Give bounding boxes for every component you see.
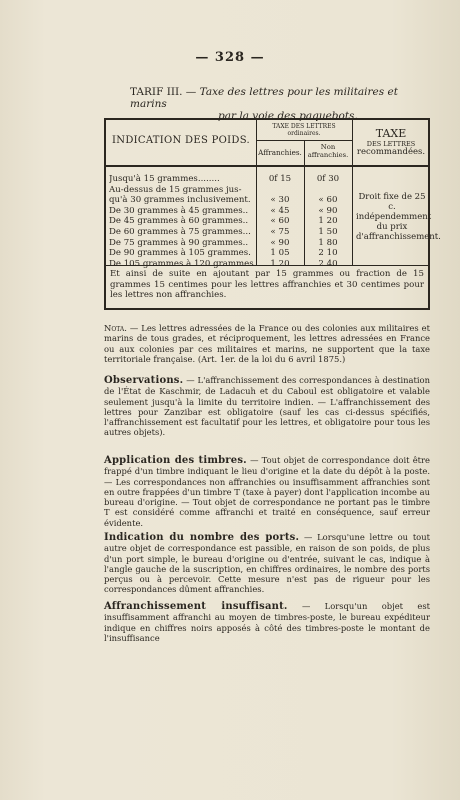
header-non-affranchies: Non affranchies. [307,143,349,159]
affranchies-cell: « 75 [270,226,290,237]
header-recommandees-label: recommandées. [356,147,426,157]
weight-cell: qu'à 30 grammes inclusivement. [109,195,251,206]
non-affranchies-cell: « 90 [318,205,338,216]
recommandees-cell: Droit fixe de 25 c. indépendemment du prix d'affranchissement. [356,192,441,242]
table-row [106,195,352,206]
observations-paragraph [104,375,430,438]
insuffisant-text: — Lorsqu'un objet est insuffisamment affranchi au moyen de timbres-poste, le bureau expéditeur indique en chiffres noirs apposés à côté des timbres-poste le montant de l'insuffisance [104,601,430,643]
table-row [106,216,352,227]
non-affranchies-cell: 1 20 [318,216,338,227]
affranchies-cell: « 30 [270,195,290,206]
weight-cell: De 60 grammes à 75 grammes... [109,226,251,237]
weight-cell: De 90 grammes à 105 grammes. [109,248,251,259]
table-row [106,174,352,185]
weight-cell: De 105 grammes à 120 grammes. [109,258,256,269]
header-recommandees-lettres: DES LETTRES [366,140,416,148]
header-rule [106,165,428,167]
affranchies-cell: 0f 15 [268,174,292,184]
subheader-rule [256,140,352,141]
non-affranchies-cell: 2 40 [318,258,338,269]
affranchies-cell: 1 05 [270,248,290,259]
nota-lead: Nota. [104,323,127,333]
non-affranchies-cell: 1 50 [318,226,338,237]
table-body [106,174,352,269]
weight-cell: De 75 grammes à 90 grammes.. [109,237,249,248]
non-affranchies-cell: 0f 30 [316,174,340,184]
indication-heading: Indication du nombre des ports. [104,532,300,543]
indication-paragraph [104,532,430,595]
non-affranchies-cell: « 60 [318,195,338,206]
weight-cell: De 30 grammes à 45 grammes.. [109,205,249,216]
table-row [106,185,352,196]
indication-text: — Lorsqu'une lettre ou tout autre objet de correspondance est passible, en raison de son poids, de plus d'un port simple, le bureau d'origine ou d'entrée, suivant le cas, indique à l'angle gauche de la suscription, en chiffres ordinaires, le nombre des ports perçus ou à percevoir. Cette mesure n'est pas de rigueur pour les correspondances dûment affranchies. [104,532,430,595]
insuffisant-paragraph [104,601,430,643]
table-row [106,259,352,270]
application-paragraph [104,455,430,528]
header-taxe-lettres: TAXE DES LETTRES ordinaires. [272,123,336,137]
weight-cell: De 45 grammes à 60 grammes.. [109,216,249,227]
header-recommandees [352,128,430,157]
application-text: — Tout objet de correspondance doit être frappé d'un timbre indiquant le lieu d'origine et la date du dépôt à la poste. — Les correspondances non affranchies ou insuffisamment affranchies sont en outre frappées d'un timbre T (taxe à payer) dont l'application incombe au bureau d'origine. — Tout objet de correspondance ne portant pas le timbre T est considéré comme affranchi et traité en conséquence, sauf erreur évidente. [104,455,431,528]
observations-text: — L'affranchissement des correspondances à destination de l'État de Kaschmir, de Ladacuh et du Caboul est obligatoire et valable seulement jusqu'à la limite du territoire indien. — L'affranchissement des lettres pour Zanzibar est obligatoire (sauf les cas ci-dessus spécifiés, l'affranchissement est facultatif pour les lettres, et obligatoire pour tous les autres objets). [104,375,430,438]
page-number: — 328 — [195,50,265,65]
non-affranchies-cell: 2 10 [318,248,338,259]
affranchies-cell: 1 20 [270,258,290,269]
tarif-label: TARIF III. — [130,86,197,98]
affranchies-cell: « 60 [270,216,290,227]
weight-cell: Jusqu'à 15 grammes........ [109,174,220,184]
observations-heading: Observations. [104,375,184,386]
table-row [106,248,352,259]
tarif-title-line1: Taxe des lettres pour les militaires et marins [130,86,398,110]
header-poids: INDICATION DES POIDS. [112,135,250,146]
weight-cell: Au-dessus de 15 grammes jus- [109,184,242,195]
table-row [106,206,352,217]
nota-text: — Les lettres adressées de la France ou des colonies aux militaires et marins de tous grades, et réciproquement, les lettres adressées en France ou aux colonies par ces militaires et marins, ne supportent que la taxe territoriale française. (Art. 1er. de la loi du 6 avril 1875.) [104,323,430,364]
non-affranchies-cell: 1 80 [318,237,338,248]
header-affranchies: Affranchies. [258,148,302,157]
tarif-table [104,118,441,310]
nota-paragraph [104,323,430,364]
tarif-title [130,86,430,122]
header-recommandees-taxe: TAXE [375,127,407,140]
application-heading: Application des timbres. [104,455,247,466]
affranchies-cell: « 90 [270,237,290,248]
tarif-title-line2: par la voie des paquebots. [218,110,358,122]
table-footer-note: Et ainsi de suite en ajoutant par 15 grammes ou fraction de 15 grammes 15 centimes pour les lettres affranchies et 30 centimes pour les lettres non affranchies. [110,269,424,300]
table-row [106,238,352,249]
affranchies-cell: « 45 [270,205,290,216]
insuffisant-heading: Affranchissement insuffisant. [104,601,288,612]
table-row [106,227,352,238]
